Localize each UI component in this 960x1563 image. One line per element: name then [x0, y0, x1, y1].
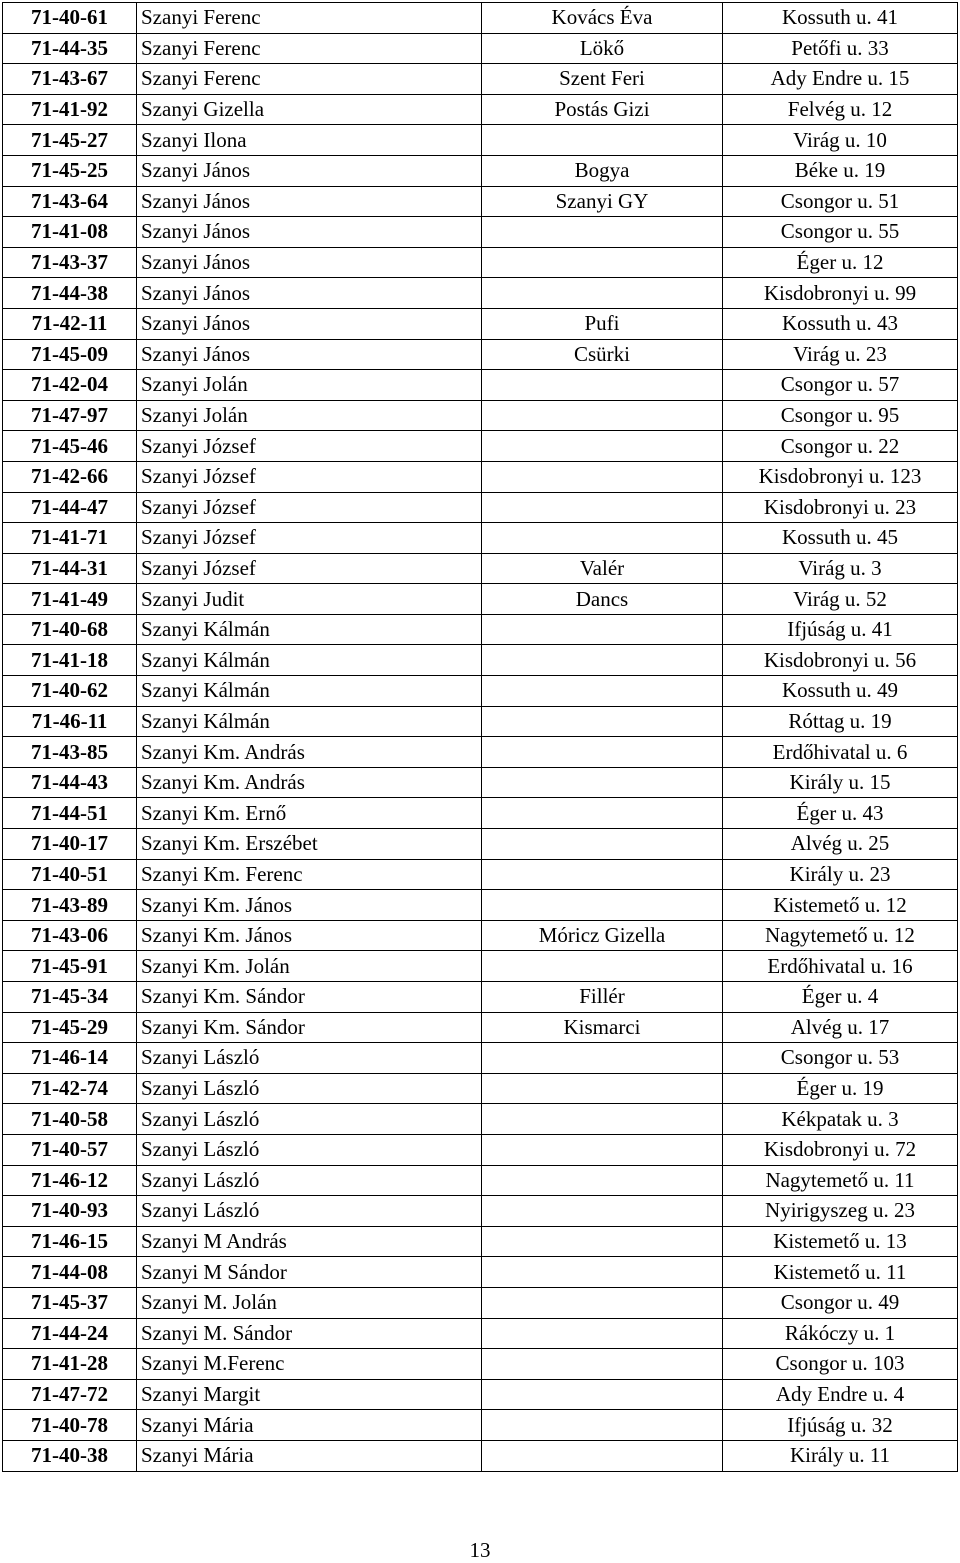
phone-cell: 71-43-64 [3, 186, 137, 217]
phone-cell: 71-46-14 [3, 1043, 137, 1074]
phone-cell: 71-40-93 [3, 1196, 137, 1227]
nickname-cell [482, 1287, 723, 1318]
phone-cell: 71-44-35 [3, 33, 137, 64]
name-cell: Szanyi László [137, 1073, 482, 1104]
phone-cell: 71-43-37 [3, 247, 137, 278]
phone-cell: 71-47-72 [3, 1379, 137, 1410]
name-cell: Szanyi M. Jolán [137, 1287, 482, 1318]
address-cell: Nyirigyszeg u. 23 [723, 1196, 958, 1227]
table-row [3, 217, 958, 248]
nickname-cell [482, 1104, 723, 1135]
nickname-cell [482, 951, 723, 982]
nickname-cell: Lökő [482, 33, 723, 64]
nickname-cell [482, 400, 723, 431]
address-cell: Éger u. 4 [723, 982, 958, 1013]
name-cell: Szanyi János [137, 339, 482, 370]
phone-cell: 71-41-08 [3, 217, 137, 248]
table-row [3, 951, 958, 982]
address-cell: Csongor u. 22 [723, 431, 958, 462]
phone-cell: 71-45-09 [3, 339, 137, 370]
table-row [3, 645, 958, 676]
name-cell: Szanyi M András [137, 1226, 482, 1257]
phone-cell: 71-43-67 [3, 64, 137, 95]
phone-cell: 71-40-68 [3, 614, 137, 645]
table-row [3, 278, 958, 309]
name-cell: Szanyi János [137, 155, 482, 186]
phone-directory-table [2, 2, 958, 1472]
nickname-cell: Pufi [482, 308, 723, 339]
table-row [3, 33, 958, 64]
name-cell: Szanyi Kálmán [137, 614, 482, 645]
name-cell: Szanyi Jolán [137, 370, 482, 401]
table-row [3, 1379, 958, 1410]
table-row [3, 431, 958, 462]
address-cell: Virág u. 3 [723, 553, 958, 584]
table-row [3, 1012, 958, 1043]
address-cell: Béke u. 19 [723, 155, 958, 186]
address-cell: Csongor u. 57 [723, 370, 958, 401]
table-row [3, 829, 958, 860]
name-cell: Szanyi János [137, 247, 482, 278]
name-cell: Szanyi Ilona [137, 125, 482, 156]
address-cell: Csongor u. 55 [723, 217, 958, 248]
nickname-cell [482, 859, 723, 890]
table-row [3, 1349, 958, 1380]
name-cell: Szanyi László [137, 1165, 482, 1196]
phone-cell: 71-43-89 [3, 890, 137, 921]
table-row [3, 492, 958, 523]
address-cell: Virág u. 10 [723, 125, 958, 156]
name-cell: Szanyi Km. András [137, 767, 482, 798]
table-row [3, 890, 958, 921]
name-cell: Szanyi M. Sándor [137, 1318, 482, 1349]
name-cell: Szanyi Km. Erszébet [137, 829, 482, 860]
phone-cell: 71-40-61 [3, 3, 137, 34]
nickname-cell [482, 767, 723, 798]
address-cell: Nagytemető u. 11 [723, 1165, 958, 1196]
phone-cell: 71-45-37 [3, 1287, 137, 1318]
name-cell: Szanyi Km. János [137, 920, 482, 951]
table-row [3, 339, 958, 370]
address-cell: Éger u. 19 [723, 1073, 958, 1104]
table-row [3, 1226, 958, 1257]
phone-cell: 71-44-51 [3, 798, 137, 829]
table-row [3, 584, 958, 615]
phone-cell: 71-40-51 [3, 859, 137, 890]
address-cell: Felvég u. 12 [723, 94, 958, 125]
address-cell: Csongor u. 49 [723, 1287, 958, 1318]
phone-cell: 71-42-66 [3, 461, 137, 492]
name-cell: Szanyi László [137, 1043, 482, 1074]
phone-cell: 71-40-58 [3, 1104, 137, 1135]
table-row [3, 1134, 958, 1165]
phone-cell: 71-40-57 [3, 1134, 137, 1165]
nickname-cell: Kismarci [482, 1012, 723, 1043]
address-cell: Kistemető u. 12 [723, 890, 958, 921]
nickname-cell: Postás Gizi [482, 94, 723, 125]
phone-cell: 71-46-11 [3, 706, 137, 737]
phone-cell: 71-46-12 [3, 1165, 137, 1196]
name-cell: Szanyi Kálmán [137, 676, 482, 707]
name-cell: Szanyi Kálmán [137, 645, 482, 676]
phone-cell: 71-43-85 [3, 737, 137, 768]
address-cell: Kisdobronyi u. 56 [723, 645, 958, 676]
nickname-cell [482, 247, 723, 278]
name-cell: Szanyi Km. Ferenc [137, 859, 482, 890]
name-cell: Szanyi János [137, 308, 482, 339]
address-cell: Ifjúság u. 32 [723, 1410, 958, 1441]
table-row [3, 64, 958, 95]
nickname-cell [482, 278, 723, 309]
address-cell: Virág u. 52 [723, 584, 958, 615]
name-cell: Szanyi Km. János [137, 890, 482, 921]
table-row [3, 859, 958, 890]
name-cell: Szanyi Km. Ernő [137, 798, 482, 829]
phone-cell: 71-41-18 [3, 645, 137, 676]
nickname-cell [482, 1043, 723, 1074]
nickname-cell: Szent Feri [482, 64, 723, 95]
address-cell: Kisdobronyi u. 23 [723, 492, 958, 523]
table-row [3, 3, 958, 34]
phone-cell: 71-45-91 [3, 951, 137, 982]
phone-cell: 71-45-29 [3, 1012, 137, 1043]
name-cell: Szanyi János [137, 278, 482, 309]
address-cell: Róttag u. 19 [723, 706, 958, 737]
nickname-cell [482, 1349, 723, 1380]
table-row [3, 1073, 958, 1104]
nickname-cell: Csürki [482, 339, 723, 370]
table-row [3, 553, 958, 584]
nickname-cell: Szanyi GY [482, 186, 723, 217]
page-number: 13 [469, 1538, 491, 1562]
nickname-cell: Valér [482, 553, 723, 584]
nickname-cell [482, 706, 723, 737]
name-cell: Szanyi M Sándor [137, 1257, 482, 1288]
name-cell: Szanyi László [137, 1104, 482, 1135]
name-cell: Szanyi Judit [137, 584, 482, 615]
name-cell: Szanyi József [137, 461, 482, 492]
table-row [3, 920, 958, 951]
phone-cell: 71-43-06 [3, 920, 137, 951]
name-cell: Szanyi József [137, 492, 482, 523]
phone-cell: 71-44-24 [3, 1318, 137, 1349]
phone-cell: 71-45-25 [3, 155, 137, 186]
nickname-cell [482, 1379, 723, 1410]
table-row [3, 706, 958, 737]
address-cell: Petőfi u. 33 [723, 33, 958, 64]
nickname-cell [482, 461, 723, 492]
name-cell: Szanyi József [137, 553, 482, 584]
nickname-cell [482, 492, 723, 523]
name-cell: Szanyi János [137, 217, 482, 248]
phone-cell: 71-46-15 [3, 1226, 137, 1257]
address-cell: Erdőhivatal u. 16 [723, 951, 958, 982]
name-cell: Szanyi Km. Jolán [137, 951, 482, 982]
address-cell: Kistemető u. 13 [723, 1226, 958, 1257]
nickname-cell [482, 1134, 723, 1165]
directory-body [3, 3, 958, 1472]
phone-cell: 71-42-11 [3, 308, 137, 339]
address-cell: Nagytemető u. 12 [723, 920, 958, 951]
table-row [3, 1410, 958, 1441]
address-cell: Alvég u. 17 [723, 1012, 958, 1043]
nickname-cell [482, 829, 723, 860]
phone-cell: 71-45-27 [3, 125, 137, 156]
address-cell: Ifjúság u. 41 [723, 614, 958, 645]
nickname-cell [482, 370, 723, 401]
address-cell: Kisdobronyi u. 72 [723, 1134, 958, 1165]
address-cell: Alvég u. 25 [723, 829, 958, 860]
name-cell: Szanyi László [137, 1134, 482, 1165]
nickname-cell [482, 1440, 723, 1471]
name-cell: Szanyi Ferenc [137, 33, 482, 64]
name-cell: Szanyi József [137, 431, 482, 462]
nickname-cell [482, 1257, 723, 1288]
phone-cell: 71-44-08 [3, 1257, 137, 1288]
phone-cell: 71-42-74 [3, 1073, 137, 1104]
address-cell: Kisdobronyi u. 99 [723, 278, 958, 309]
table-row [3, 982, 958, 1013]
nickname-cell [482, 737, 723, 768]
name-cell: Szanyi József [137, 523, 482, 554]
phone-cell: 71-47-97 [3, 400, 137, 431]
nickname-cell [482, 1226, 723, 1257]
address-cell: Erdőhivatal u. 6 [723, 737, 958, 768]
table-row [3, 676, 958, 707]
address-cell: Ady Endre u. 4 [723, 1379, 958, 1410]
nickname-cell [482, 1196, 723, 1227]
name-cell: Szanyi M.Ferenc [137, 1349, 482, 1380]
name-cell: Szanyi Mária [137, 1440, 482, 1471]
address-cell: Király u. 15 [723, 767, 958, 798]
address-cell: Kékpatak u. 3 [723, 1104, 958, 1135]
address-cell: Király u. 11 [723, 1440, 958, 1471]
table-row [3, 400, 958, 431]
nickname-cell: Fillér [482, 982, 723, 1013]
table-row [3, 125, 958, 156]
name-cell: Szanyi Gizella [137, 94, 482, 125]
address-cell: Éger u. 43 [723, 798, 958, 829]
phone-cell: 71-40-38 [3, 1440, 137, 1471]
table-row [3, 1043, 958, 1074]
name-cell: Szanyi Ferenc [137, 64, 482, 95]
address-cell: Kossuth u. 45 [723, 523, 958, 554]
phone-cell: 71-41-28 [3, 1349, 137, 1380]
phone-cell: 71-44-47 [3, 492, 137, 523]
address-cell: Virág u. 23 [723, 339, 958, 370]
nickname-cell [482, 431, 723, 462]
table-row [3, 614, 958, 645]
nickname-cell: Kovács Éva [482, 3, 723, 34]
phone-cell: 71-41-92 [3, 94, 137, 125]
address-cell: Rákóczy u. 1 [723, 1318, 958, 1349]
table-row [3, 737, 958, 768]
address-cell: Ady Endre u. 15 [723, 64, 958, 95]
nickname-cell: Dancs [482, 584, 723, 615]
phone-cell: 71-45-34 [3, 982, 137, 1013]
address-cell: Kossuth u. 41 [723, 3, 958, 34]
address-cell: Csongor u. 103 [723, 1349, 958, 1380]
table-row [3, 186, 958, 217]
table-row [3, 523, 958, 554]
name-cell: Szanyi Mária [137, 1410, 482, 1441]
nickname-cell: Bogya [482, 155, 723, 186]
phone-cell: 71-41-71 [3, 523, 137, 554]
nickname-cell [482, 1318, 723, 1349]
nickname-cell [482, 798, 723, 829]
phone-cell: 71-40-78 [3, 1410, 137, 1441]
nickname-cell [482, 1073, 723, 1104]
address-cell: Éger u. 12 [723, 247, 958, 278]
nickname-cell: Móricz Gizella [482, 920, 723, 951]
address-cell: Csongor u. 51 [723, 186, 958, 217]
nickname-cell [482, 676, 723, 707]
table-row [3, 1287, 958, 1318]
name-cell: Szanyi Km. Sándor [137, 1012, 482, 1043]
address-cell: Kistemető u. 11 [723, 1257, 958, 1288]
table-row [3, 1257, 958, 1288]
address-cell: Kisdobronyi u. 123 [723, 461, 958, 492]
phone-cell: 71-44-43 [3, 767, 137, 798]
name-cell: Szanyi László [137, 1196, 482, 1227]
phone-cell: 71-44-31 [3, 553, 137, 584]
address-cell: Kossuth u. 43 [723, 308, 958, 339]
nickname-cell [482, 1165, 723, 1196]
table-row [3, 94, 958, 125]
name-cell: Szanyi Kálmán [137, 706, 482, 737]
phone-cell: 71-41-49 [3, 584, 137, 615]
table-row [3, 1165, 958, 1196]
table-row [3, 1104, 958, 1135]
table-row [3, 1440, 958, 1471]
table-row [3, 461, 958, 492]
address-cell: Csongor u. 53 [723, 1043, 958, 1074]
table-row [3, 370, 958, 401]
phone-cell: 71-40-17 [3, 829, 137, 860]
address-cell: Kossuth u. 49 [723, 676, 958, 707]
nickname-cell [482, 523, 723, 554]
name-cell: Szanyi János [137, 186, 482, 217]
name-cell: Szanyi Jolán [137, 400, 482, 431]
table-row [3, 308, 958, 339]
name-cell: Szanyi Ferenc [137, 3, 482, 34]
address-cell: Király u. 23 [723, 859, 958, 890]
phone-cell: 71-44-38 [3, 278, 137, 309]
nickname-cell [482, 645, 723, 676]
nickname-cell [482, 217, 723, 248]
address-cell: Csongor u. 95 [723, 400, 958, 431]
table-row [3, 247, 958, 278]
nickname-cell [482, 125, 723, 156]
nickname-cell [482, 1410, 723, 1441]
name-cell: Szanyi Margit [137, 1379, 482, 1410]
table-row [3, 798, 958, 829]
name-cell: Szanyi Km. Sándor [137, 982, 482, 1013]
nickname-cell [482, 890, 723, 921]
name-cell: Szanyi Km. András [137, 737, 482, 768]
phone-cell: 71-45-46 [3, 431, 137, 462]
table-row [3, 767, 958, 798]
table-row [3, 1318, 958, 1349]
phone-cell: 71-42-04 [3, 370, 137, 401]
phone-cell: 71-40-62 [3, 676, 137, 707]
table-row [3, 155, 958, 186]
table-row [3, 1196, 958, 1227]
nickname-cell [482, 614, 723, 645]
